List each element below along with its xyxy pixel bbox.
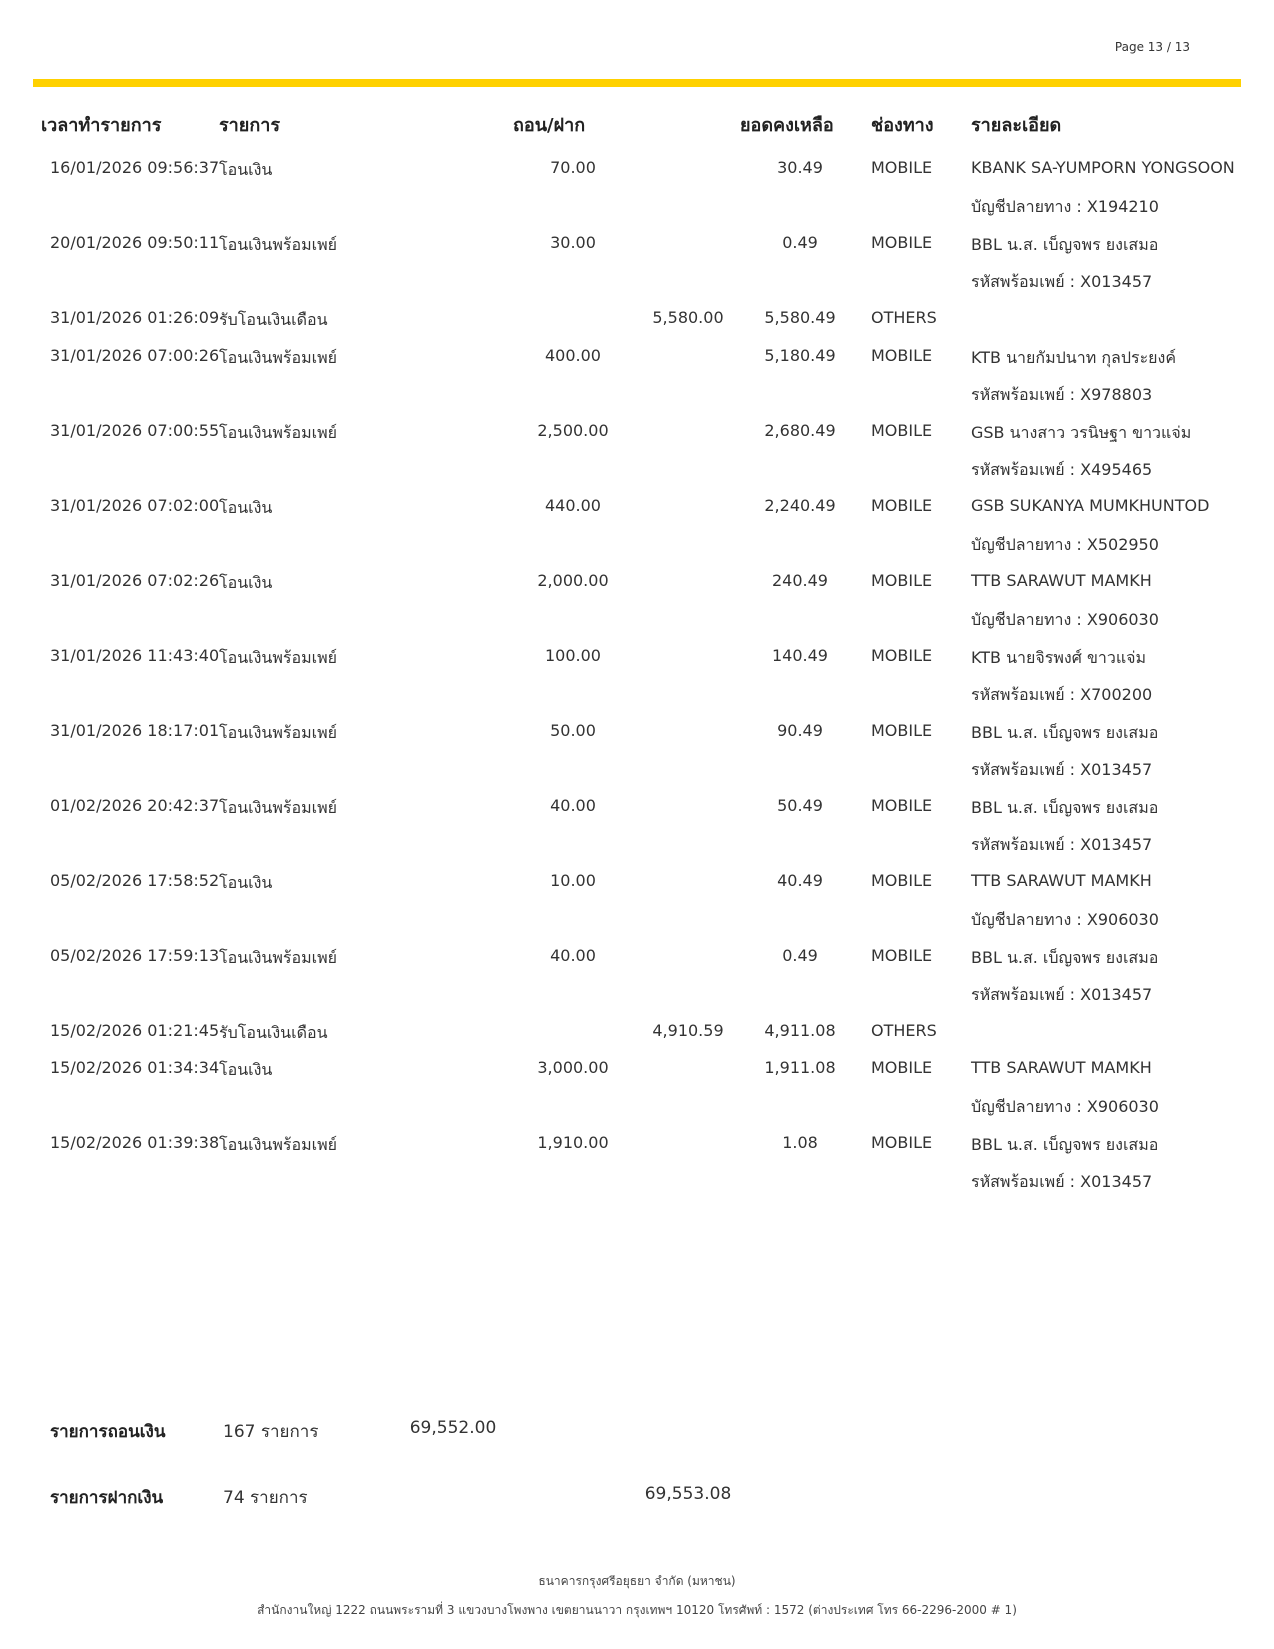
row-channel: MOBILE — [871, 345, 933, 365]
row-channel: MOBILE — [871, 645, 933, 665]
table-row — [33, 227, 1241, 302]
page-footer — [0, 1572, 1274, 1630]
row-time: 01/02/2026 20:42:37 — [50, 795, 220, 815]
footer-bank-name: ธนาคารกรุงศรีอยุธยา จำกัด (มหาชน) — [538, 1574, 736, 1588]
footer-address: สำนักงานใหญ่ 1222 ถนนพระรามที่ 3 แขวงบางโพงพาง เขตยานนาวา กรุงเทพฯ 10120 โทรศัพท์ : 1572 (ต่างประเทศ โทร 66-2296-2000 # 1) — [257, 1603, 1017, 1617]
row-balance: 140.49 — [772, 645, 828, 665]
row-description: โอนเงิน — [219, 1060, 273, 1079]
withdraw-summary-row — [33, 1410, 1241, 1450]
row-time: 31/01/2026 11:43:40 — [50, 645, 220, 665]
row-channel: MOBILE — [871, 720, 933, 740]
row-balance: 4,911.08 — [764, 1020, 836, 1040]
table-row — [33, 790, 1241, 865]
withdraw-summary-total: 69,552.00 — [409, 1418, 497, 1438]
row-detail-line1: GSB SUKANYA MUMKHUNTOD — [971, 495, 1210, 515]
row-deposit-amount: 4,910.59 — [652, 1020, 724, 1040]
table-row — [33, 302, 1241, 340]
row-channel: MOBILE — [871, 945, 933, 965]
row-balance: 5,180.49 — [764, 345, 836, 365]
row-channel: OTHERS — [871, 1020, 937, 1040]
deposit-summary-label: รายการฝากเงิน — [50, 1488, 164, 1508]
table-row — [33, 490, 1241, 565]
row-detail-line2: บัญชีปลายทาง : X906030 — [971, 909, 1159, 929]
row-description: โอนเงินพร้อมเพย์ — [219, 235, 338, 254]
row-balance: 0.49 — [782, 233, 818, 252]
row-balance: 1.08 — [782, 1133, 818, 1152]
row-detail-line1: KTB นายกัมปนาท กุลประยงค์ — [971, 347, 1177, 367]
row-balance: 1,911.08 — [764, 1058, 836, 1077]
row-balance: 30.49 — [777, 158, 823, 177]
transaction-list — [33, 152, 1241, 1202]
row-detail-line1: KTB นายจิรพงศ์ ขาวแจ่ม — [971, 647, 1147, 667]
row-detail-line1: KBANK SA-YUMPORN YONGSOON — [971, 158, 1235, 177]
row-channel: MOBILE — [871, 158, 933, 177]
row-detail-line2: รหัสพร้อมเพย์ : X013457 — [971, 1172, 1153, 1191]
table-row — [33, 152, 1241, 227]
row-description: โอนเงินพร้อมเพย์ — [219, 722, 338, 742]
row-detail-line2: รหัสพร้อมเพย์ : X495465 — [971, 459, 1153, 479]
row-time: 15/02/2026 01:34:34 — [50, 1058, 220, 1077]
row-detail-line1: TTB SARAWUT MAMKH — [971, 870, 1152, 890]
row-withdraw-amount: 30.00 — [550, 233, 596, 252]
row-detail-line1: GSB นางสาว วรนิษฐา ขาวแจ่ม — [971, 422, 1192, 442]
table-row — [33, 715, 1241, 790]
deposit-summary-row — [33, 1476, 1241, 1516]
table-row — [33, 565, 1241, 640]
row-withdraw-amount: 100.00 — [545, 645, 601, 665]
row-balance: 2,680.49 — [764, 420, 836, 440]
row-channel: MOBILE — [871, 495, 933, 515]
row-detail-line1: BBL น.ส. เบ็ญจพร ยงเสมอ — [971, 947, 1159, 967]
row-channel: MOBILE — [871, 870, 933, 890]
row-detail-line1: BBL น.ส. เบ็ญจพร ยงเสมอ — [971, 1135, 1159, 1154]
row-description: โอนเงิน — [219, 572, 273, 592]
row-channel: MOBILE — [871, 795, 933, 815]
table-header — [33, 104, 1241, 148]
row-detail-line2: บัญชีปลายทาง : X906030 — [971, 1097, 1159, 1116]
table-row — [33, 865, 1241, 940]
header-accent-bar — [33, 79, 1241, 87]
row-time: 31/01/2026 01:26:09 — [50, 308, 220, 327]
row-deposit-amount: 5,580.00 — [652, 308, 724, 327]
row-balance: 40.49 — [777, 870, 823, 890]
row-description: รับโอนเงินเดือน — [219, 1022, 328, 1042]
row-time: 31/01/2026 07:00:55 — [50, 420, 220, 440]
row-time: 20/01/2026 09:50:11 — [50, 233, 220, 252]
row-detail-line1: TTB SARAWUT MAMKH — [971, 1058, 1152, 1077]
page-number: Page 13 / 13 — [1114, 40, 1190, 54]
deposit-summary-total: 69,553.08 — [644, 1484, 732, 1504]
row-time: 31/01/2026 07:00:26 — [50, 345, 220, 365]
row-channel: OTHERS — [871, 308, 937, 327]
summary-section — [33, 1410, 1241, 1570]
table-row — [33, 340, 1241, 415]
row-detail-line1: TTB SARAWUT MAMKH — [971, 570, 1152, 590]
row-balance: 50.49 — [777, 795, 823, 815]
row-channel: MOBILE — [871, 1058, 933, 1077]
table-row — [33, 1052, 1241, 1127]
row-channel: MOBILE — [871, 420, 933, 440]
row-detail-line2: รหัสพร้อมเพย์ : X978803 — [971, 384, 1153, 404]
row-withdraw-amount: 70.00 — [550, 158, 596, 177]
row-time: 31/01/2026 07:02:26 — [50, 570, 220, 590]
row-channel: MOBILE — [871, 233, 933, 252]
row-withdraw-amount: 40.00 — [550, 945, 596, 965]
row-withdraw-amount: 400.00 — [545, 345, 601, 365]
row-description: โอนเงินพร้อมเพย์ — [219, 797, 338, 817]
deposit-summary-count: 74 รายการ — [223, 1488, 308, 1508]
table-row — [33, 1015, 1241, 1053]
row-withdraw-amount: 10.00 — [550, 870, 596, 890]
row-detail-line1: BBL น.ส. เบ็ญจพร ยงเสมอ — [971, 722, 1159, 742]
row-time: 05/02/2026 17:58:52 — [50, 870, 220, 890]
table-row — [33, 1127, 1241, 1202]
row-description: โอนเงินพร้อมเพย์ — [219, 1135, 338, 1154]
row-description: โอนเงินพร้อมเพย์ — [219, 947, 338, 967]
row-withdraw-amount: 3,000.00 — [537, 1058, 609, 1077]
row-withdraw-amount: 1,910.00 — [537, 1133, 609, 1152]
row-detail-line2: รหัสพร้อมเพย์ : X013457 — [971, 834, 1153, 854]
row-withdraw-amount: 50.00 — [550, 720, 596, 740]
row-description: โอนเงินพร้อมเพย์ — [219, 647, 338, 667]
header-time: เวลาทำรายการ — [41, 115, 162, 136]
row-detail-line2: บัญชีปลายทาง : X194210 — [971, 197, 1159, 216]
row-description: โอนเงินพร้อมเพย์ — [219, 422, 338, 442]
row-balance: 240.49 — [772, 570, 828, 590]
row-detail-line1: BBL น.ส. เบ็ญจพร ยงเสมอ — [971, 797, 1159, 817]
row-detail-line2: บัญชีปลายทาง : X502950 — [971, 534, 1159, 554]
row-time: 15/02/2026 01:39:38 — [50, 1133, 220, 1152]
row-withdraw-amount: 440.00 — [545, 495, 601, 515]
row-channel: MOBILE — [871, 570, 933, 590]
row-detail-line2: บัญชีปลายทาง : X906030 — [971, 609, 1159, 629]
header-amount: ถอน/ฝาก — [513, 115, 586, 136]
header-balance: ยอดคงเหลือ — [740, 115, 834, 136]
row-channel: MOBILE — [871, 1133, 933, 1152]
row-description: รับโอนเงินเดือน — [219, 310, 328, 329]
row-balance: 0.49 — [782, 945, 818, 965]
withdraw-summary-label: รายการถอนเงิน — [50, 1422, 166, 1442]
row-withdraw-amount: 40.00 — [550, 795, 596, 815]
row-time: 31/01/2026 18:17:01 — [50, 720, 220, 740]
header-details: รายละเอียด — [971, 115, 1062, 136]
row-detail-line2: รหัสพร้อมเพย์ : X013457 — [971, 984, 1153, 1004]
withdraw-summary-count: 167 รายการ — [223, 1422, 319, 1442]
row-detail-line2: รหัสพร้อมเพย์ : X013457 — [971, 272, 1153, 291]
row-withdraw-amount: 2,000.00 — [537, 570, 609, 590]
table-row — [33, 940, 1241, 1015]
row-detail-line1: BBL น.ส. เบ็ญจพร ยงเสมอ — [971, 235, 1159, 254]
row-time: 15/02/2026 01:21:45 — [50, 1020, 220, 1040]
header-channel: ช่องทาง — [871, 115, 934, 136]
row-description: โอนเงิน — [219, 160, 273, 179]
row-time: 16/01/2026 09:56:37 — [50, 158, 220, 177]
row-detail-line2: รหัสพร้อมเพย์ : X700200 — [971, 684, 1153, 704]
header-description: รายการ — [219, 115, 280, 136]
table-row — [33, 415, 1241, 490]
row-time: 31/01/2026 07:02:00 — [50, 495, 220, 515]
row-description: โอนเงินพร้อมเพย์ — [219, 347, 338, 367]
row-balance: 90.49 — [777, 720, 823, 740]
row-detail-line2: รหัสพร้อมเพย์ : X013457 — [971, 759, 1153, 779]
row-balance: 5,580.49 — [764, 308, 836, 327]
row-withdraw-amount: 2,500.00 — [537, 420, 609, 440]
row-balance: 2,240.49 — [764, 495, 836, 515]
row-description: โอนเงิน — [219, 497, 273, 517]
row-description: โอนเงิน — [219, 872, 273, 892]
row-time: 05/02/2026 17:59:13 — [50, 945, 220, 965]
table-row — [33, 640, 1241, 715]
